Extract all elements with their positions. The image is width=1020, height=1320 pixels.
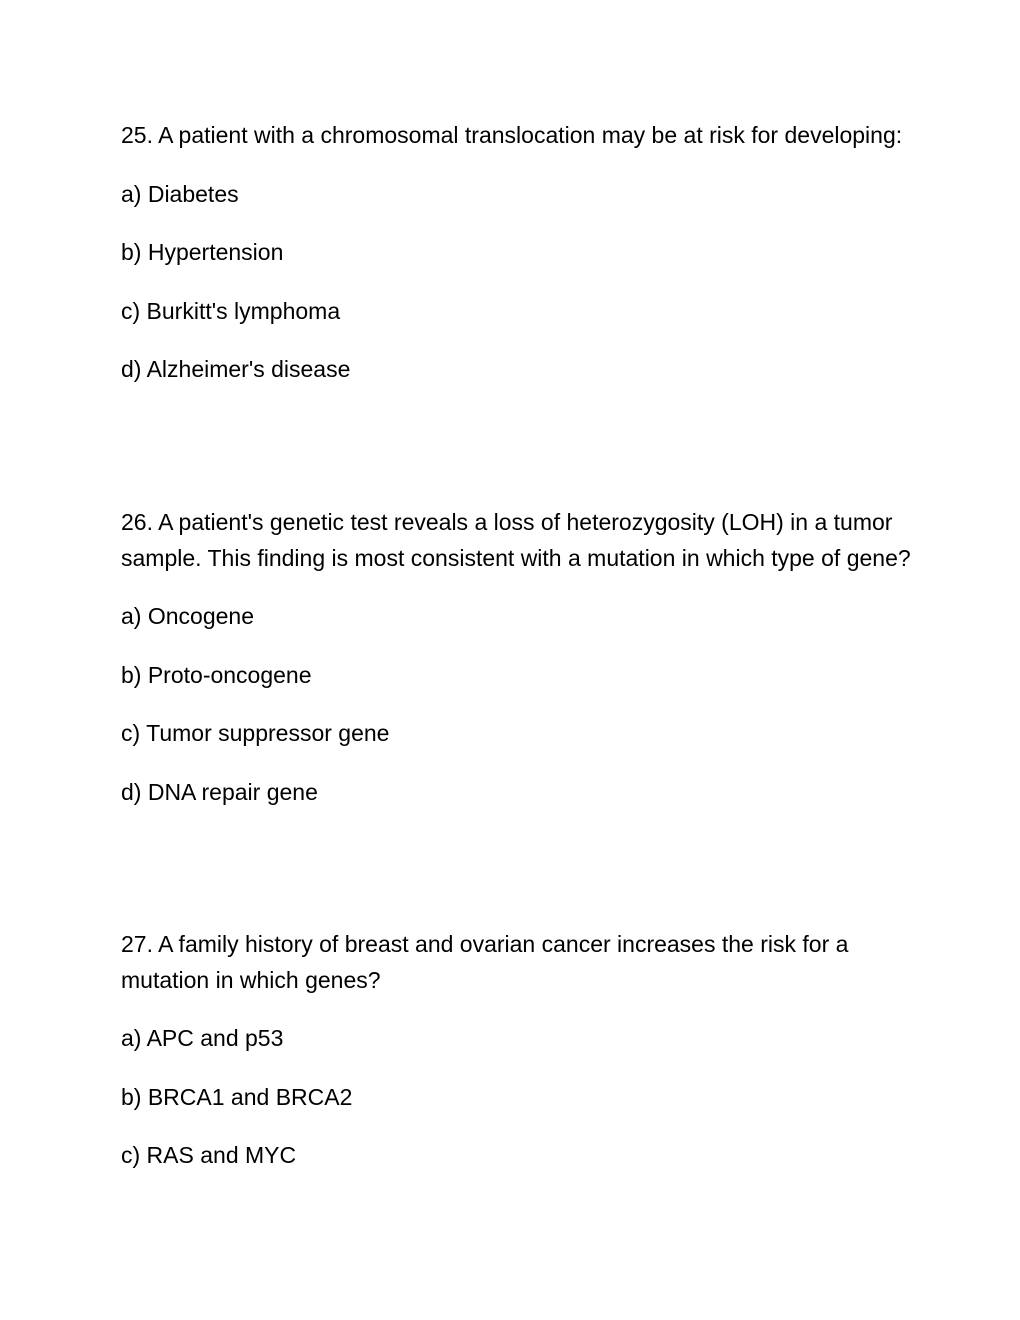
answer-option-b: b) Hypertension [121,239,284,265]
answer-option-d: d) Alzheimer's disease [121,356,351,382]
question-text: 26. A patient's genetic test reveals a loss of heterozygosity (LOH) in a tumor sample. This finding is most consistent with a mutation in which type of gene? [121,509,911,571]
answer-option-d: d) DNA repair gene [121,778,318,805]
answer-option-c: c) Tumor suppressor gene [121,720,390,746]
question-text: 27. A family history of breast and ovarian cancer increases the risk for a mutation in which genes? [121,931,849,993]
question-27 [121,927,911,1174]
question-25 [121,118,911,388]
question-text: 25. A patient with a chromosomal translocation may be at risk for developing: [121,122,903,148]
answer-option-a: a) APC and p53 [121,1025,284,1051]
answer-option-c: c) Burkitt's lymphoma [121,297,341,324]
answer-option-a: a) Diabetes [121,180,239,207]
question-26 [121,505,911,810]
answer-option-a: a) Oncogene [121,603,254,629]
answer-option-b: b) BRCA1 and BRCA2 [121,1083,353,1110]
answer-option-c: c) RAS and MYC [121,1142,297,1168]
answer-option-b: b) Proto-oncogene [121,661,312,688]
